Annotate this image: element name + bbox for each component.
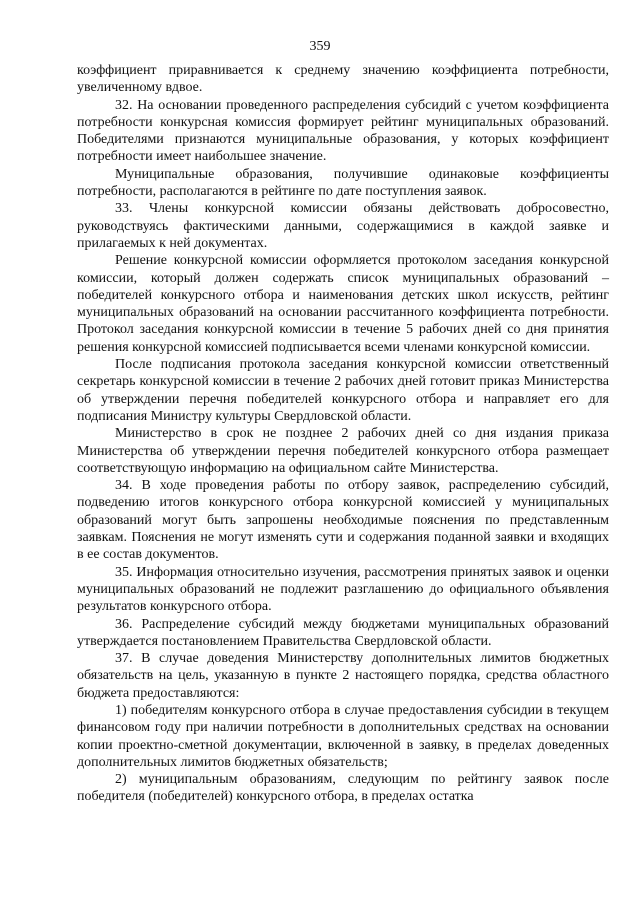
paragraph-item-36: 36. Распределение субсидий между бюджетами муниципальных образований утверждается постановлением Правительства Свердловской области. xyxy=(77,616,609,649)
paragraph-item-33: 33. Члены конкурсной комиссии обязаны действовать добросовестно, руководствуясь фактическими данными, содержащимися в каждой заявке и прилагаемых к ней документах. xyxy=(77,201,609,251)
paragraph-item-34: 34. В ходе проведения работы по отбору заявок, распределению субсидий, подведению итогов конкурсного отбора конкурсной комиссией у муниципальных образований могут быть запрошены необходимые пояснения по представленным заявкам. Пояснения не могут изменять сути и содержания поданной заявки и входящих в ее состав документов. xyxy=(77,478,609,563)
paragraph-item-35: 35. Информация относительно изучения, рассмотрения принятых заявок и оценки муниципальных образований не подлежит разглашению до официального объявления результатов конкурсного отбора. xyxy=(77,564,609,615)
subitem-1: 1) победителям конкурсного отбора в случае предоставления субсидии в текущем финансовом году при наличии потребности в дополнительных средствах на основании копии проектно-сметной документации, включенной в заявку, в пределах доведенных дополнительных лимитов бюджетных обязательств; xyxy=(77,702,609,770)
paragraph-continuation: коэффициент приравнивается к среднему значению коэффициента потребности, увеличенному вдвое. xyxy=(77,63,609,96)
paragraph: Министерство в срок не позднее 2 рабочих дней со дня издания приказа Министерства об утверждении перечня победителей конкурсного отбора размещает соответствующую информацию на официальном сайте Министерства. xyxy=(77,426,609,476)
page-number: 359 xyxy=(309,39,331,54)
document-body xyxy=(77,62,609,806)
paragraph-item-32: 32. На основании проведенного распределения субсидий с учетом коэффициента потребности конкурсная комиссия формирует рейтинг муниципальных образований. Победителями признаются муниципальные образования, у которых коэффициент потребности имеет наибольшее значение. xyxy=(77,97,609,165)
subitem-2: 2) муниципальным образованиям, следующим по рейтингу заявок после победителя (победителей) конкурсного отбора, в пределах остатка xyxy=(77,772,609,805)
paragraph: После подписания протокола заседания конкурсной комиссии ответственный секретарь конкурсной комиссии в течение 2 рабочих дней готовит приказ Министерства об утверждении перечня победителей конкурсного отбора и направляет его для подписания Министру культуры Свердловской области. xyxy=(77,357,609,424)
paragraph: Решение конкурсной комиссии оформляется протоколом заседания конкурсной комиссии, который должен содержать список муниципальных образований – победителей конкурсного отбора и наименования детских школ искусств, рейтинг муниципальных образований на основании рассчитанного коэффициента потребности. Протокол заседания конкурсной комиссии в течение 5 рабочих дней со дня принятия решения конкурсной комиссией подписывается всеми членами конкурсной комиссии. xyxy=(77,253,609,355)
paragraph: Муниципальные образования, получившие одинаковые коэффициенты потребности, располагаются в рейтинге по дате поступления заявок. xyxy=(77,166,609,200)
paragraph-item-37: 37. В случае доведения Министерству дополнительных лимитов бюджетных обязательств на цель, указанную в пункте 2 настоящего порядка, средства областного бюджета предоставляются: xyxy=(77,651,609,701)
